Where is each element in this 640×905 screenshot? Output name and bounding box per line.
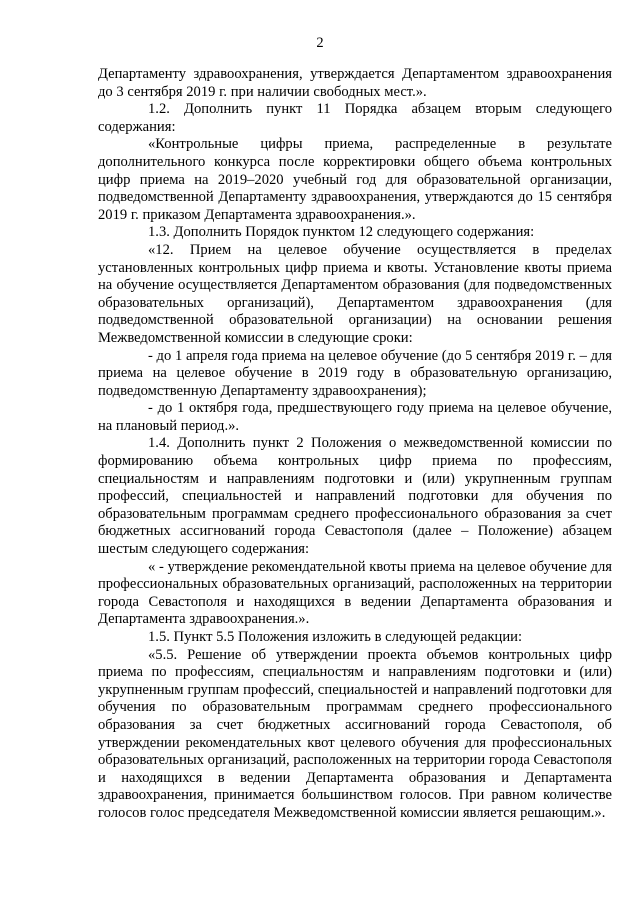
paragraph-continuation: Департаменту здравоохранения, утверждается Департаментом здравоохранения до 3 сентября 2019 г. при наличии свободных мест.». xyxy=(98,66,612,100)
paragraph-1-3-quote: «12. Прием на целевое обучение осуществляется в пределах установленных контрольных цифр приема и квоты. Установление квоты приема на обучение осуществляется Департаментом образования (для подведомственных образовательных организаций), Департаментом здравоохранения (для подведомственной образовательной организации) на основании решения Межведомственной комиссии в следующие сроки: xyxy=(98,241,612,346)
paragraph-1-5-quote: «5.5. Решение об утверждении проекта объемов контрольных цифр приема по профессиям, специальностям и направлениям подготовки и (или) укрупненным группам профессий, специальностей и направлений подготовки для обучения по образовательным программам среднего профессионального образования за счет бюджетных ассигнований города Севастополя, об утверждении рекомендательных квот целевого обучения для профессиональных образовательных организаций, расположенных на территории города Севастополя и находящихся в ведении Департамента образования и Департамента здравоохранения, принимается большинством голосов. При равном количестве голосов голос председателя Межведомственной комиссии является решающим.». xyxy=(98,646,612,821)
paragraph-1-4: 1.4. Дополнить пункт 2 Положения о межведомственной комиссии по формированию объема контрольных цифр приема по профессиям, специальностям и направлениям подготовки и (или) укрупненным группам профессий, специальностей и направлений подготовки для обучения по образовательным программам среднего профессионального образования за счет бюджетных ассигнований города Севастополя (далее – Положение) абзацем шестым следующего содержания: xyxy=(98,435,612,558)
paragraph-1-2: 1.2. Дополнить пункт 11 Порядка абзацем вторым следующего содержания: xyxy=(98,101,612,135)
paragraph-deadline-april: - до 1 апреля года приема на целевое обучение (до 5 сентября 2019 г. – для приема на целевое обучение в 2019 году в образовательную организацию, подведомственную Департаменту здравоохранения); xyxy=(98,347,612,399)
paragraph-1-4-quote: « - утверждение рекомендательной квоты приема на целевое обучение для профессиональных образовательных организаций, расположенных на территории города Севастополя и находящихся в ведении Департамента образования и Департамента здравоохранения.». xyxy=(98,558,612,628)
paragraph-1-5: 1.5. Пункт 5.5 Положения изложить в следующей редакции: xyxy=(148,629,523,645)
page-number: 2 xyxy=(316,35,324,51)
paragraph-deadline-october: - до 1 октября года, предшествующего году приема на целевое обучение, на плановый период.». xyxy=(98,400,612,434)
document-body xyxy=(98,66,612,823)
paragraph-1-3: 1.3. Дополнить Порядок пунктом 12 следующего содержания: xyxy=(148,224,535,241)
paragraph-1-2-quote: «Контрольные цифры приема, распределенные в результате дополнительного конкурса после корректировки общего объема контрольных цифр приема на 2019–2020 учебный год для образовательной организации, подведомственной Департаменту здравоохранения, утверждаются до 15 сентября 2019 г. приказом Департамента здравоохранения.». xyxy=(98,136,612,223)
